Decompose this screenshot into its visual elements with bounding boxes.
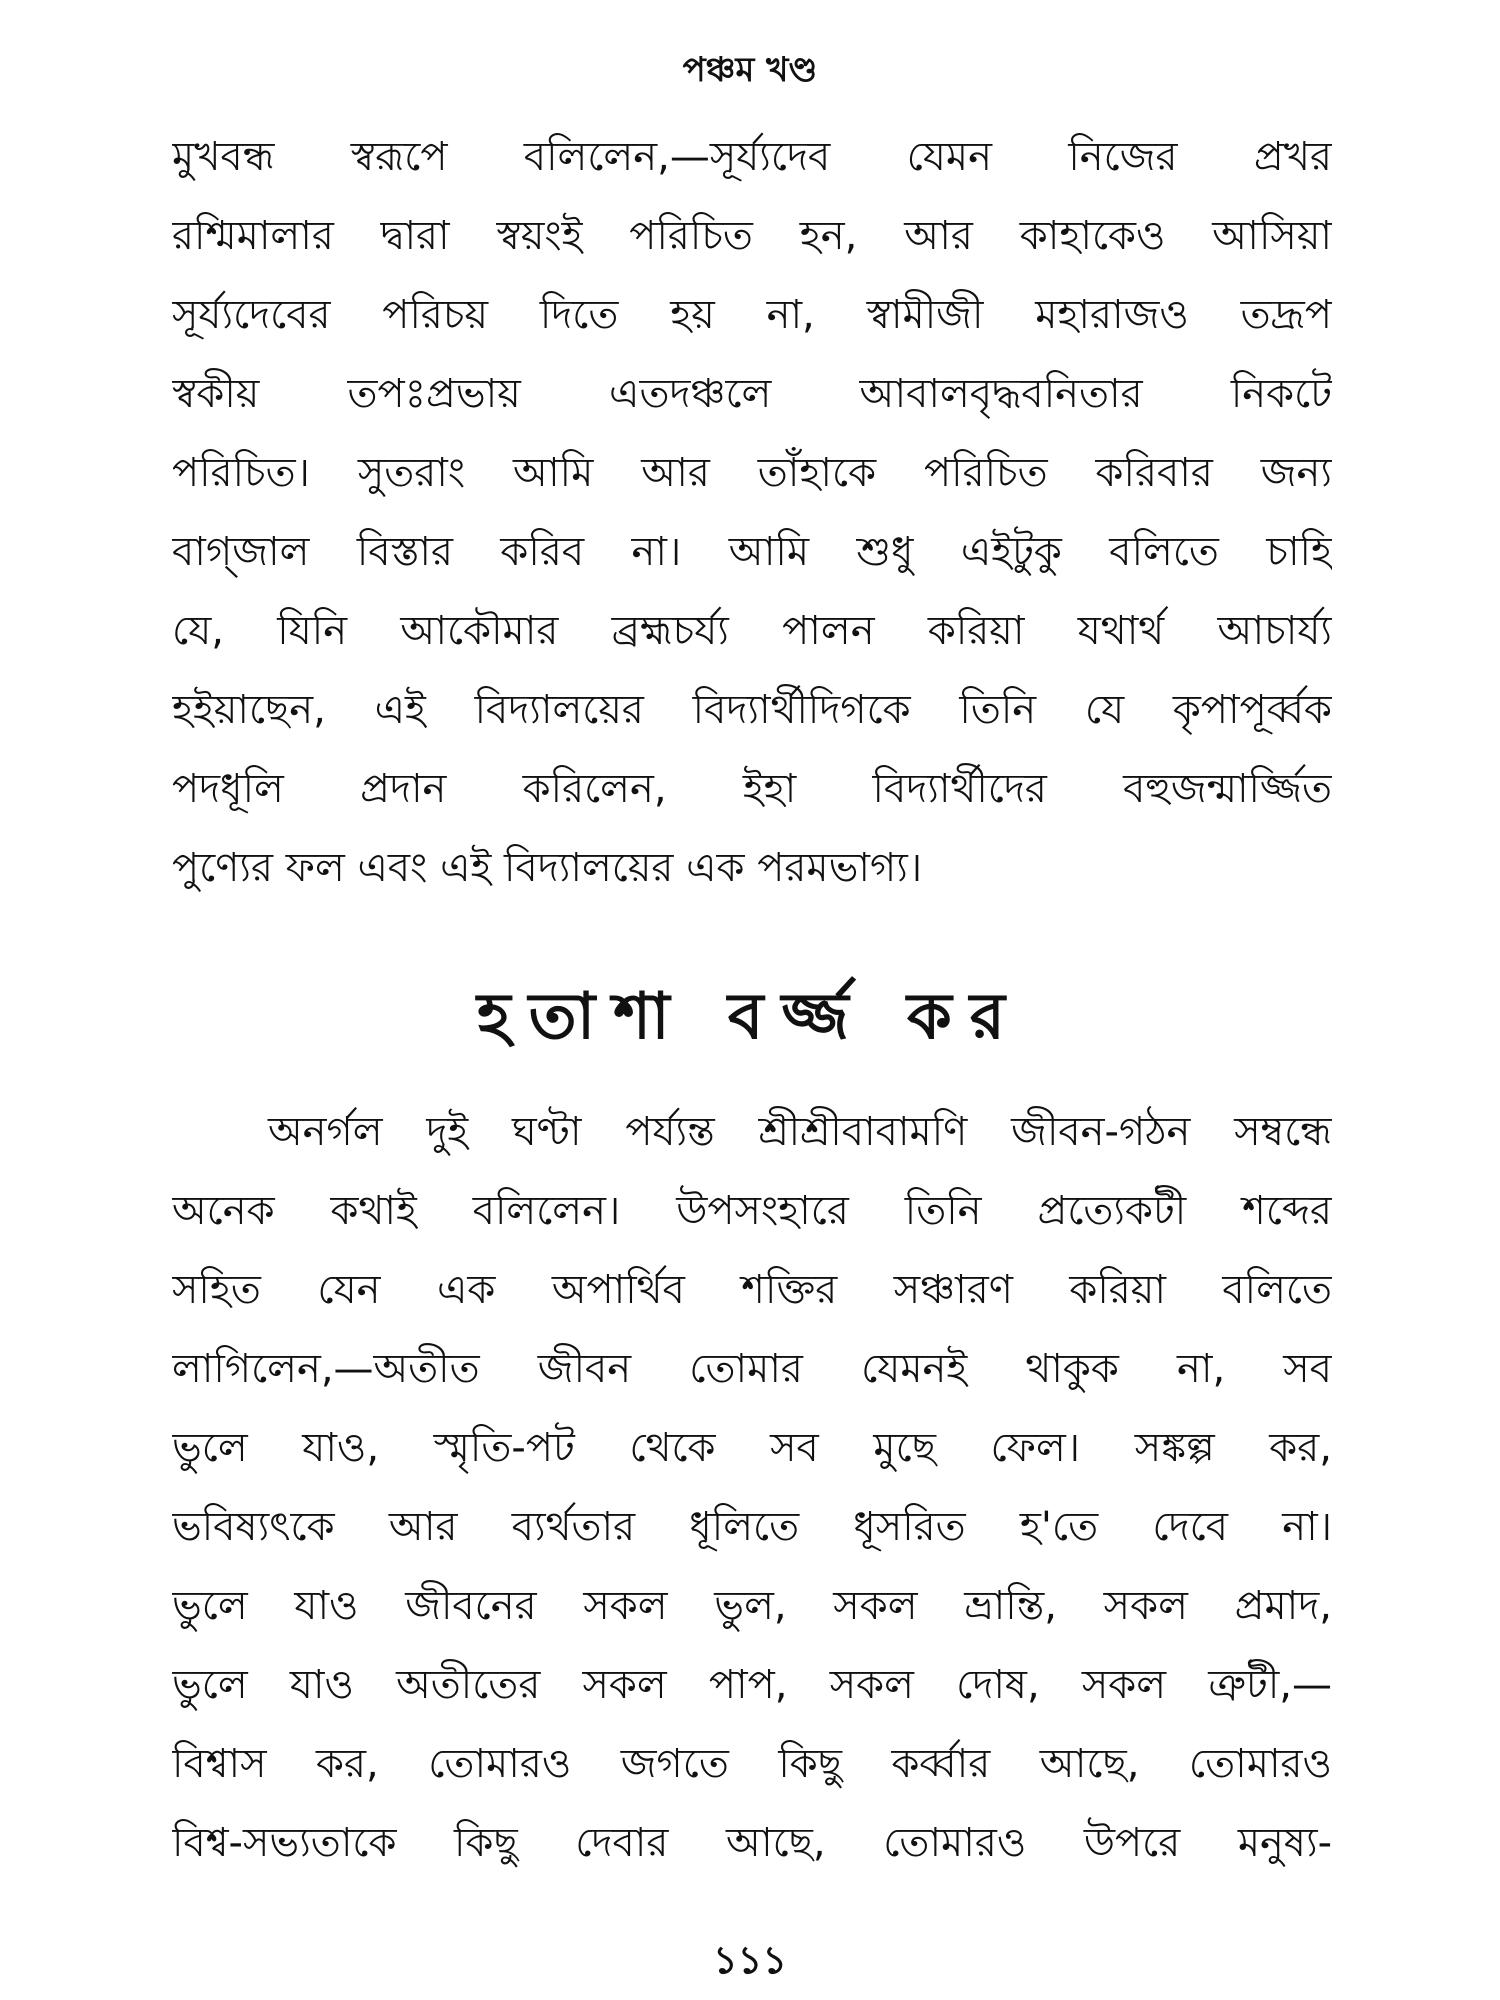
- text-line: অনেক কথাই বলিলেন। উপসংহারে তিনি প্রত্যেকটী শব্দের: [172, 1188, 1332, 1234]
- text-line: স্বকীয় তপঃপ্রভায় এতদঞ্চলে আবালবৃদ্ধবনিতার নিকটে: [172, 371, 1332, 417]
- text-line: লাগিলেন,—অতীত জীবন তোমার যেমনই থাকুক না, সব: [172, 1346, 1332, 1392]
- text-line: ভুলে যাও, স্মৃতি-পট থেকে সব মুছে ফেল। সঙ্কল্প কর,: [172, 1425, 1332, 1471]
- running-head: পঞ্চম খণ্ড: [682, 50, 818, 90]
- text-line: যে, যিনি আকৌমার ব্রহ্মচর্য্য পালন করিয়া যথার্থ আচার্য্য: [172, 608, 1332, 654]
- section-heading: হতাশা বর্জ্জ কর: [477, 980, 1023, 1054]
- paragraph-2: [172, 1093, 1332, 1883]
- text-line: ভুলে যাও জীবনের সকল ভুল, সকল ভ্রান্তি, সকল প্রমাদ,: [172, 1583, 1332, 1629]
- text-line: অনর্গল দুই ঘণ্টা পর্য্যন্ত শ্রীশ্রীবাবামণি জীবন-গঠন সম্বন্ধে: [268, 1109, 1332, 1155]
- text-line: সহিত যেন এক অপার্থিব শক্তির সঞ্চারণ করিয়া বলিতে: [172, 1267, 1332, 1313]
- text-line: পরিচিত। সুতরাং আমি আর তাঁহাকে পরিচিত করিবার জন্য: [172, 450, 1332, 496]
- text-line: সূর্য্যদেবের পরিচয় দিতে হয় না, স্বামীজী মহারাজও তদ্রূপ: [172, 292, 1332, 338]
- text-line: মুখবন্ধ স্বরূপে বলিলেন,—সূর্য্যদেব যেমন নিজের প্রখর: [172, 134, 1332, 180]
- text-line: পদধূলি প্রদান করিলেন, ইহা বিদ্যার্থীদের বহুজন্মার্জ্জিত: [172, 766, 1332, 812]
- text-line: বিশ্ব-সভ্যতাকে কিছু দেবার আছে, তোমারও উপরে মনুষ্য-: [172, 1820, 1332, 1866]
- text-line: হইয়াছেন, এই বিদ্যালয়ের বিদ্যার্থীদিগকে তিনি যে কৃপাপূর্ব্বক: [172, 687, 1332, 733]
- text-line: পুণ্যের ফল এবং এই বিদ্যালয়ের এক পরমভাগ্য।: [172, 845, 923, 891]
- page-number: ১১১: [713, 1938, 787, 1982]
- text-line: বিশ্বাস কর, তোমারও জগতে কিছু কর্ব্বার আছে, তোমারও: [172, 1741, 1332, 1787]
- text-line: ভবিষ্যৎকে আর ব্যর্থতার ধূলিতে ধূসরিত হ'তে দেবে না।: [172, 1504, 1332, 1550]
- text-line: বাগ্‌জাল বিস্তার করিব না। আমি শুধু এইটুকু বলিতে চাহি: [172, 529, 1332, 575]
- text-line: রশ্মিমালার দ্বারা স্বয়ংই পরিচিত হন, আর কাহাকেও আসিয়া: [172, 213, 1332, 259]
- paragraph-1: [172, 118, 1332, 908]
- text-line: ভুলে যাও অতীতের সকল পাপ, সকল দোষ, সকল ত্রুটী,—: [172, 1662, 1332, 1708]
